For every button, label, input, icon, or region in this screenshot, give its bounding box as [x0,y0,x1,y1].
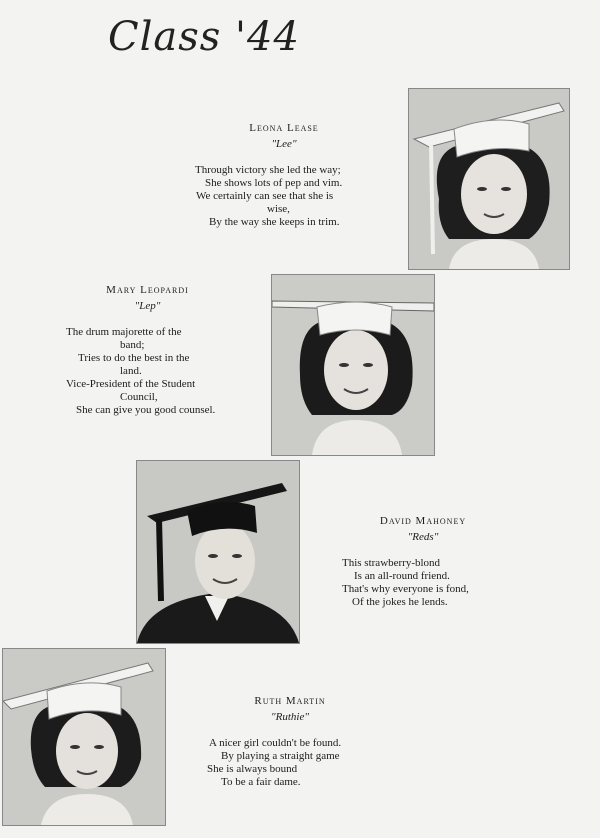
student-nickname: "Reds" [407,531,439,543]
portrait-image [272,275,434,455]
verse-line: band; [120,339,145,351]
verse-line: The drum majorette of the [66,326,182,338]
student-name: David Mahoney [379,515,467,527]
student-verse [205,737,375,789]
verse-line: Tries to do the best in the [78,352,190,364]
verse-line: Of the jokes he lends. [352,596,448,608]
verse-line: Through victory she led the way; [195,164,341,176]
student-nickname: "Lee" [271,138,297,150]
verse-line: Is an all-round friend. [354,570,450,582]
verse-line: wise, [267,203,290,215]
verse-line: This strawberry-blond [342,557,441,569]
verse-line: She shows lots of pep and vim. [205,177,343,189]
portrait-image [409,89,569,269]
student-nickname: "Lep" [134,300,161,312]
student-name: Mary Leopardi [106,284,189,296]
verse-line: By the way she keeps in trim. [209,216,340,228]
student-entry-david [338,515,508,609]
verse-line: She is always bound [207,763,298,775]
student-entry-ruth [205,695,375,789]
verse-line: By playing a straight game [221,750,340,762]
student-verse [60,326,235,417]
verse-line: She can give you good counsel. [76,404,216,416]
verse-line: That's why everyone is fond, [342,583,469,595]
portrait-image [137,461,299,643]
page-title: Class '44 [108,14,300,60]
student-entry-mary [60,284,235,417]
verse-line: Council, [120,391,158,403]
portrait-image [3,649,165,825]
verse-line: land. [120,365,142,377]
student-name: Ruth Martin [254,695,326,707]
verse-line: We certainly can see that she is [196,190,334,202]
student-nickname: "Ruthie" [271,711,309,723]
student-verse [195,164,373,229]
portrait-photo-mary [271,274,435,456]
verse-line: Vice-President of the Student [66,378,196,390]
student-verse [338,557,508,609]
portrait-photo-leona [408,88,570,270]
portrait-photo-ruth [2,648,166,826]
student-entry-leona [195,122,373,229]
verse-line: A nicer girl couldn't be found. [209,737,342,749]
student-name: Leona Lease [249,122,319,134]
portrait-photo-david [136,460,300,644]
verse-line: To be a fair dame. [221,776,301,788]
